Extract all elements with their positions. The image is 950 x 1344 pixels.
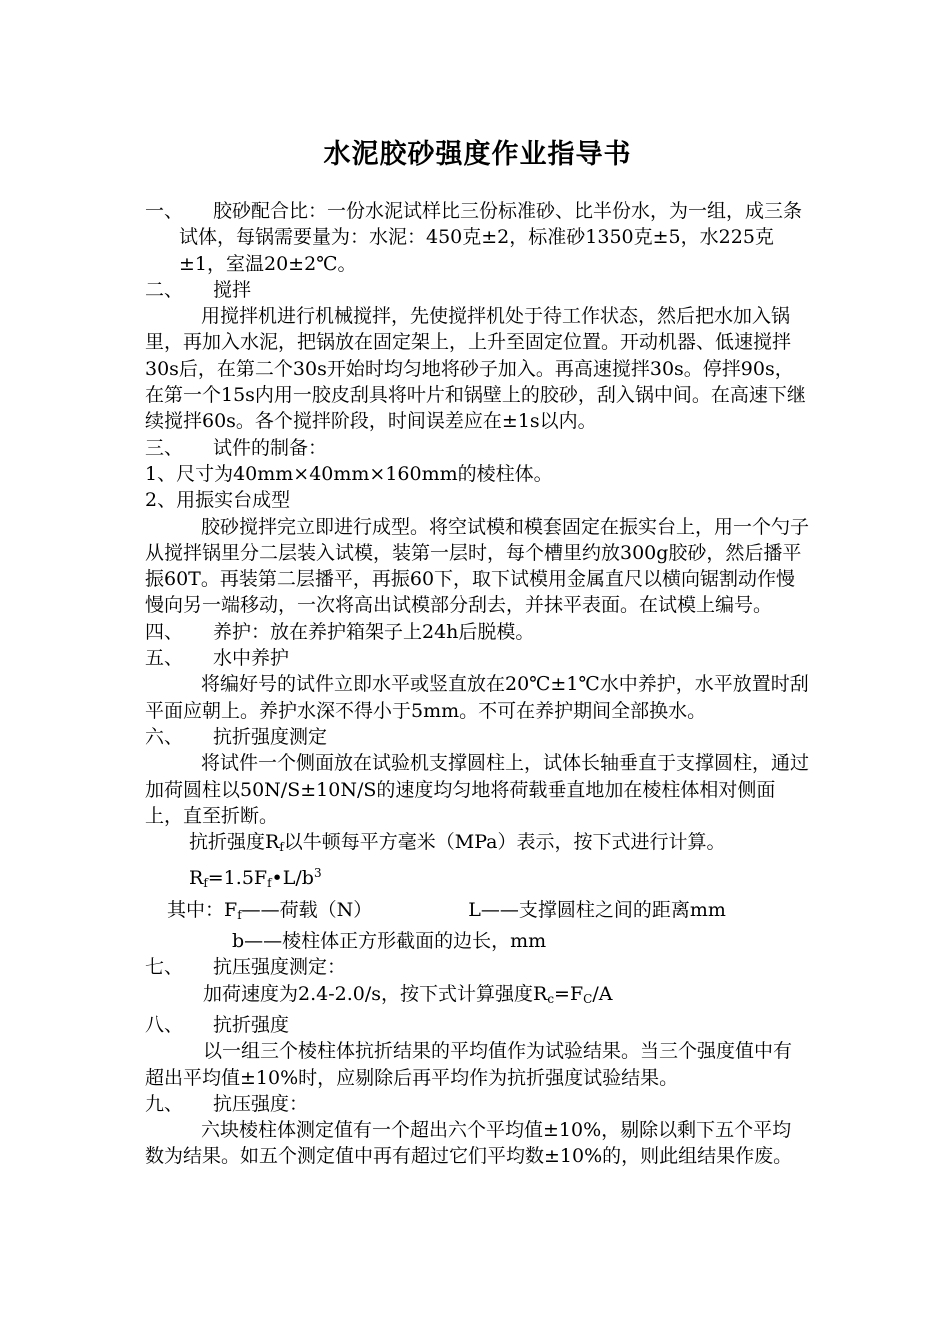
- section-6-formula-intro: 抗折强度$R_f$以牛顿每平方毫米（MPa）表示，按下式进行计算。: [189, 831, 726, 855]
- section-5-heading: 五、 水中养护: [145, 647, 290, 670]
- document-title: 水泥胶砂强度作业指导书: [323, 139, 632, 170]
- section-9-body: 六块棱柱体测定值有一个超出六个平均值±10%，剔除以剩下五个平均数为结果。如五个测定值中再有超过它们平均数±10%的，则此组结果作废。: [145, 1119, 793, 1168]
- section-2-body: 用搅拌机进行机械搅拌，先使搅拌机处于待工作状态，然后把水加入锅里，再加入水泥，把锅放在固定架上，上升至固定位置。开动机器、低速搅拌30s后，在第二个30s开始时均匀地将砂子加入。再高速搅拌30s。停拌90s，在第一个15s内用一胶皮刮具将叶片和锅壁上的胶砂，刮入锅中间。在高速下继续搅拌60s。各个搅拌阶段，时间误差应在±1s以内。: [145, 305, 806, 433]
- section-5-body: 将编好号的试件立即水平或竖直放在20℃±1℃水中养护，水平放置时刮平面应朝上。养护水深不得小于5mm。不可在养护期间全部换水。: [145, 673, 809, 722]
- section-3-body: 胶砂搅拌完立即进行成型。将空试模和模套固定在振实台上，用一个勺子从搅拌锅里分二层装入试模，装第一层时，每个槽里约放300g胶砂，然后播平振60T。再装第二层播平，再振60下，取下试模用金属直尺以横向锯割动作慢慢向另一端移动，一次将高出试模部分刮去，并抹平表面。在试模上编号。: [145, 515, 810, 617]
- section-7-body: 加荷速度为2.4-2.0/s，按下式计算强度$R_c=F_C/A$: [203, 982, 613, 1006]
- section-6-where: 其中：$F_f——$荷载（N） L——支撑圆柱之间的距离mm: [167, 898, 726, 922]
- section-6-formula: $R_f=1.5F_f•L/b^3$: [189, 866, 322, 891]
- section-4: 四、 养护：放在养护箱架子上24h后脱模。: [145, 620, 535, 643]
- section-6-heading: 六、 抗折强度测定: [145, 725, 328, 748]
- section-8-heading: 八、 抗折强度: [145, 1013, 290, 1036]
- section-7-heading: 七、 抗压强度测定：: [145, 956, 347, 979]
- section-3-item-1: 1、尺寸为40mm×40mm×160mm的棱柱体。: [145, 462, 553, 485]
- section-2-heading: 二、 搅拌: [145, 278, 252, 301]
- section-3-item-2: 2、用振实台成型: [145, 489, 291, 512]
- section-1-number: 一、: [145, 200, 184, 222]
- section-9-heading: 九、 抗压强度：: [145, 1092, 309, 1115]
- section-1-text: 胶砂配合比：一份水泥试样比三份标准砂、比半份水，为一组，成三条试体，每锅需要量为：水泥：450克±2，标准砂1350克±5，水225克±1，室温20±2℃。: [179, 200, 803, 275]
- document-body: [145, 198, 810, 1170]
- section-6-body: 将试件一个侧面放在试验机支撑圆柱上，试体长轴垂直于支撑圆柱，通过加荷圆柱以50N/S±10N/S的速度均匀地将荷载垂直地加在棱柱体相对侧面上，直至折断。: [145, 752, 810, 827]
- section-8-body: 以一组三个棱柱体抗折结果的平均值作为试验结果。当三个强度值中有超出平均值±10%时，应剔除后再平均作为抗折强度试验结果。: [145, 1040, 793, 1089]
- section-1: [145, 198, 810, 277]
- section-3-heading: 三、 试件的制备：: [145, 436, 328, 459]
- section-6-where-2: b——棱柱体正方形截面的边长，mm: [232, 930, 547, 953]
